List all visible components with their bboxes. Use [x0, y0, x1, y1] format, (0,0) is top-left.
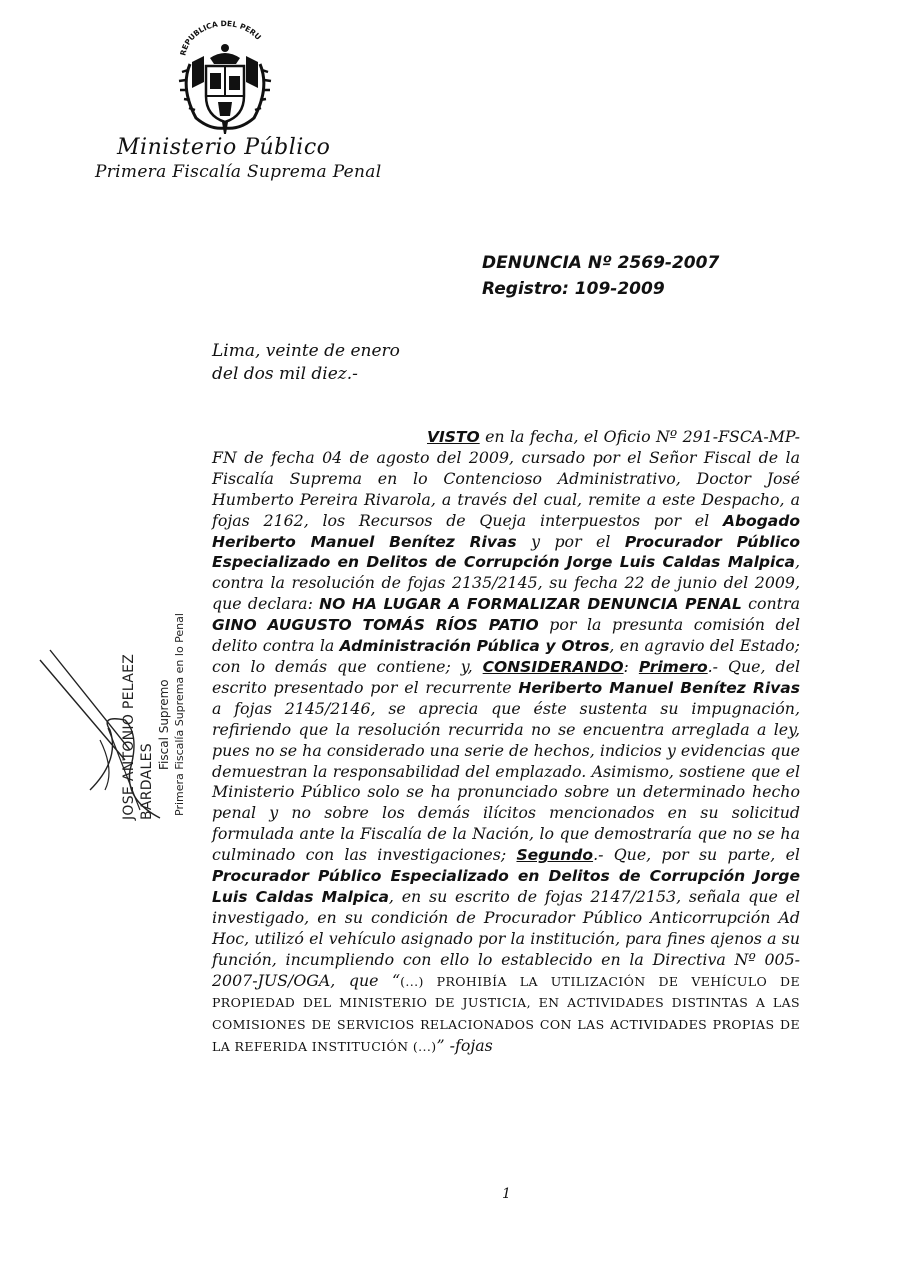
party-name: Abogado Heriberto Manuel Benítez Rivas: [212, 511, 800, 551]
offense-name: Administración Pública y Otros: [339, 637, 610, 656]
place-date-line-1: Lima, veinte de enero: [212, 341, 400, 361]
ruling-text: NO HA LUGAR A FORMALIZAR DENUNCIA PENAL: [319, 595, 742, 614]
coat-of-arms-seal: [170, 18, 280, 138]
defendant-name: GINO AUGUSTO TOMÁS RÍOS PATIO: [212, 616, 539, 635]
body-text: y por el: [516, 531, 625, 551]
body-text: contra: [741, 594, 801, 614]
body-text: por la presunta comisión del delito contra la: [212, 615, 801, 656]
stamp-office: Primera Fiscalía Suprema en lo Penal: [173, 613, 186, 816]
stamp-name: JOSE ANTONIO PELAEZ BARDALES: [121, 653, 155, 820]
place-date-line-2: del dos mil diez.-: [212, 364, 358, 384]
party-name: Heriberto Manuel Benítez Rivas: [518, 678, 800, 697]
place-date: [212, 340, 400, 386]
page-number: 1: [502, 1186, 511, 1202]
body-text: , en agravio del Estado; con lo demás que contiene; y,: [212, 636, 800, 676]
resolution-body: [212, 427, 800, 1058]
svg-text:REPUBLICA DEL PERU: REPUBLICA DEL PERU: [178, 18, 263, 57]
body-text: , contra la resolución de fojas 2135/2145, su fecha 22 de junio del 2009, que declara:: [212, 552, 800, 614]
party-name: Procurador Público Especializado en Delitos de Corrupción Jorge Luis Caldas Malpica: [212, 867, 800, 906]
body-text: en la fecha, el Oficio Nº 291-FSCA-MP-FN de fecha 04 de agosto del 2009, cursado por el Señor Fiscal de la Fiscalía Suprema en lo Contencioso Administrativo, Doctor José Humberto Pereira Rivarola, a través del cual, remite a este Despacho, a fojas 2162, los Recursos de Queja interpuestos por el: [212, 427, 800, 530]
body-text: .- Que, por su parte, el: [593, 845, 800, 865]
party-name: Procurador Público Especializado en Delitos de Corrupción Jorge Luis Caldas Malpica: [212, 532, 801, 572]
stamp-title: Fiscal Supremo: [157, 679, 171, 770]
body-text: :: [623, 656, 639, 676]
body-text: ” -fojas: [436, 1036, 493, 1056]
segundo-keyword: Segundo: [516, 846, 594, 865]
body-text: .- Que, del escrito presentado por el recurrente: [212, 656, 801, 697]
office-name: Primera Fiscalía Suprema Penal: [95, 162, 382, 182]
quoted-directive: (...) PROHIBÍA LA UTILIZACIÓN DE VEHÍCULO DE PROPIEDAD DEL MINISTERIO DE JUSTICIA, EN ACTIVIDADES DISTINTAS A LAS COMISIONES DE SERVICIOS RELACIONADOS CON LAS ACTIVIDADES PROPIAS DE LA REFERIDA INSTITUCIÓN (...): [212, 973, 800, 1055]
body-paragraph: [212, 427, 800, 1058]
document-heading: [482, 250, 719, 302]
registry-number: Registro: 109-2009: [482, 279, 665, 299]
body-text: a fojas 2145/2146, se aprecia que éste sustenta su impugnación, refiriendo que la resolución recurrida no se encuentra arreglada a ley, pues no se ha considerado una serie de hechos, indicios y evidencias que demuestran la responsabilidad del emplazado. Asimismo, sostiene que el Ministerio Público solo se ha pronunciado sobre un determinado hecho penal y no sobre los demás ilícitos mencionados en su solicitud formulada ante la Fiscalía de la Nación, lo que demostraría que no se ha culminado con las investigaciones;: [212, 698, 800, 865]
letterhead: [95, 135, 395, 183]
considerando-keyword: CONSIDERANDO: [482, 657, 624, 676]
institution-name: Ministerio Público: [117, 135, 331, 160]
visto-keyword: VISTO: [427, 428, 480, 446]
primero-keyword: Primero: [638, 657, 708, 676]
complaint-number: DENUNCIA Nº 2569-2007: [482, 253, 720, 273]
body-text: , en su escrito de fojas 2147/2153, señala que el investigado, en su condición de Procurador Público Anticorrupción Ad Hoc, utilizó el vehículo asignado por la institución, para fines ajenos a su función, incumpliendo con ello lo establecido en la Directiva Nº 005-2007-JUS/OGA, que “: [212, 886, 800, 990]
official-stamp: [120, 580, 186, 820]
